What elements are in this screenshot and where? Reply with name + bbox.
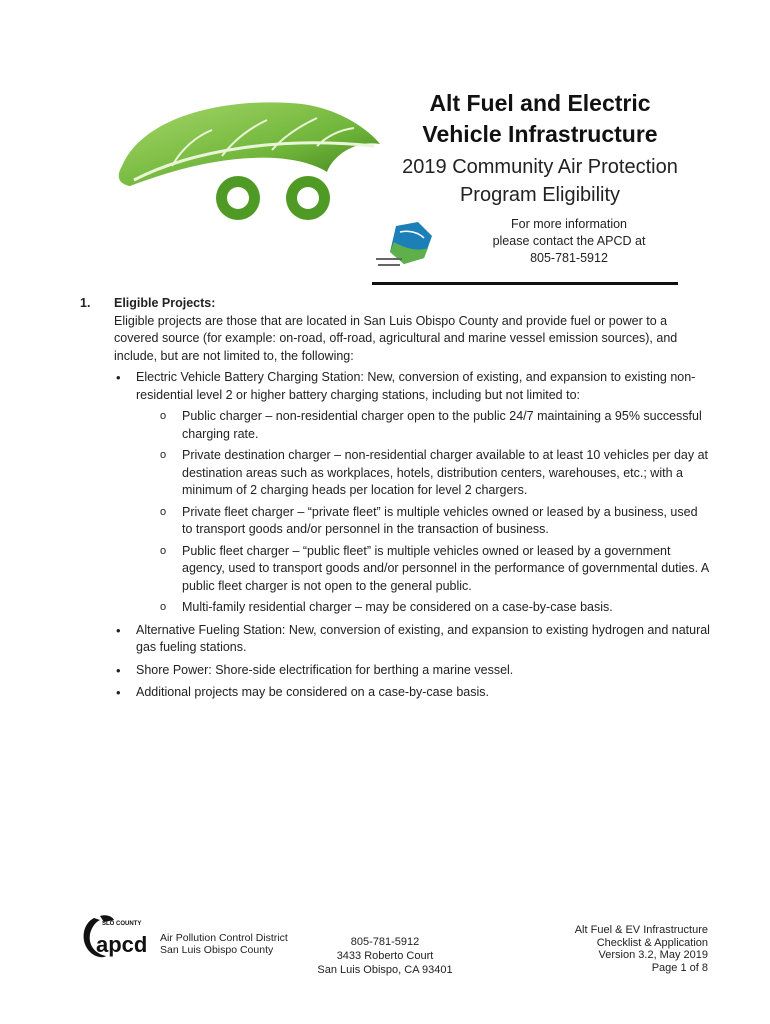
page-number: Page 1 of 8 — [651, 961, 708, 974]
charger-type-list — [160, 408, 710, 617]
doc-title: Alt Fuel & EV Infrastructure — [574, 924, 708, 936]
footer-city: San Luis Obispo, CA 93401 — [317, 964, 453, 976]
title-block — [380, 88, 700, 209]
district-line2: San Luis Obispo County — [160, 944, 274, 956]
contact-phone: 805-781-5912 — [530, 251, 608, 265]
sub-item-multi-family: o Multi-family residential charger – may be considered on a case-by-case basis. — [160, 599, 710, 617]
subtitle-line2: Program Eligibility — [459, 184, 621, 206]
leaf-car-icon — [112, 88, 384, 240]
district-line1: Air Pollution Control District — [160, 932, 288, 944]
subtitle-line1: 2019 Community Air Protection — [402, 156, 678, 178]
contact-line2: please contact the APCD at — [492, 234, 646, 248]
sub-item-private-destination: o Private destination charger – non-residential charger available to at least 10 vehicles per day at destination areas such as workplaces, hotels, distribution centers, warehouses, etc.; with a minimum of 2 charging heads per location for level 2 chargers. — [160, 447, 710, 500]
sub-item-public-fleet: o Public fleet charger – “public fleet” is multiple vehicles owned or leased by a government agency, used to transport goods and/or personnel in the performance of governmental duties. A public fleet charger is not open to the general public. — [160, 543, 710, 596]
doc-version: Version 3.2, May 2019 — [598, 949, 708, 961]
contact-info — [444, 216, 694, 267]
footer-doc-info — [520, 924, 708, 974]
section-number: 1. — [80, 296, 91, 310]
logo-apcd-text: apcd — [96, 932, 148, 957]
sub-item-public-charger: o Public charger – non-residential charger open to the public 24/7 maintaining a 95% successful charging rate. — [160, 408, 710, 443]
sub-item-private-fleet: o Private fleet charger – “private fleet” is multiple vehicles owned or leased by a business, used to transport goods and/or personnel in the transaction of business. — [160, 504, 710, 539]
contact-block — [374, 216, 694, 276]
list-item: • Alternative Fueling Station: New, conversion of existing, and expansion to existing hydrogen and natural gas fueling stations. — [114, 622, 710, 657]
contact-line1: For more information — [510, 217, 627, 231]
footer-address — [305, 935, 465, 977]
page-title-line2: Vehicle Infrastructure — [422, 121, 658, 147]
footer-street: 3433 Roberto Court — [336, 950, 434, 962]
section-heading — [80, 295, 710, 313]
section-intro: Eligible projects are those that are located in San Luis Obispo County and provide fuel or power to a covered source (for example: on-road, off-road, agricultural and marine vessel emission sources), and include, but are not limited to, the following: — [114, 313, 678, 363]
list-item: • Additional projects may be considered on a case-by-case basis. — [114, 684, 710, 702]
eligible-project-list — [114, 369, 710, 702]
bullet-ev-charging: Electric Vehicle Battery Charging Station: New, conversion of existing, and expansion to existing non-residential level 2 or higher battery charging stations, including but not limited to: — [136, 370, 696, 402]
district-name — [160, 932, 288, 956]
section-title: Eligible Projects: — [114, 296, 216, 310]
list-item: • Shore Power: Shore-side electrification for berthing a marine vessel. — [114, 662, 710, 680]
page-title-line1: Alt Fuel and Electric — [429, 90, 651, 116]
doc-subtitle: Checklist & Application — [596, 936, 708, 949]
main-content — [80, 295, 710, 707]
page-subtitle — [380, 153, 700, 209]
footer-phone: 805-781-5912 — [350, 936, 420, 948]
list-item — [114, 369, 710, 617]
logo-slo-text: SLO COUNTY — [102, 921, 142, 927]
header-divider — [372, 282, 678, 285]
slo-county-seal-icon — [374, 218, 438, 272]
